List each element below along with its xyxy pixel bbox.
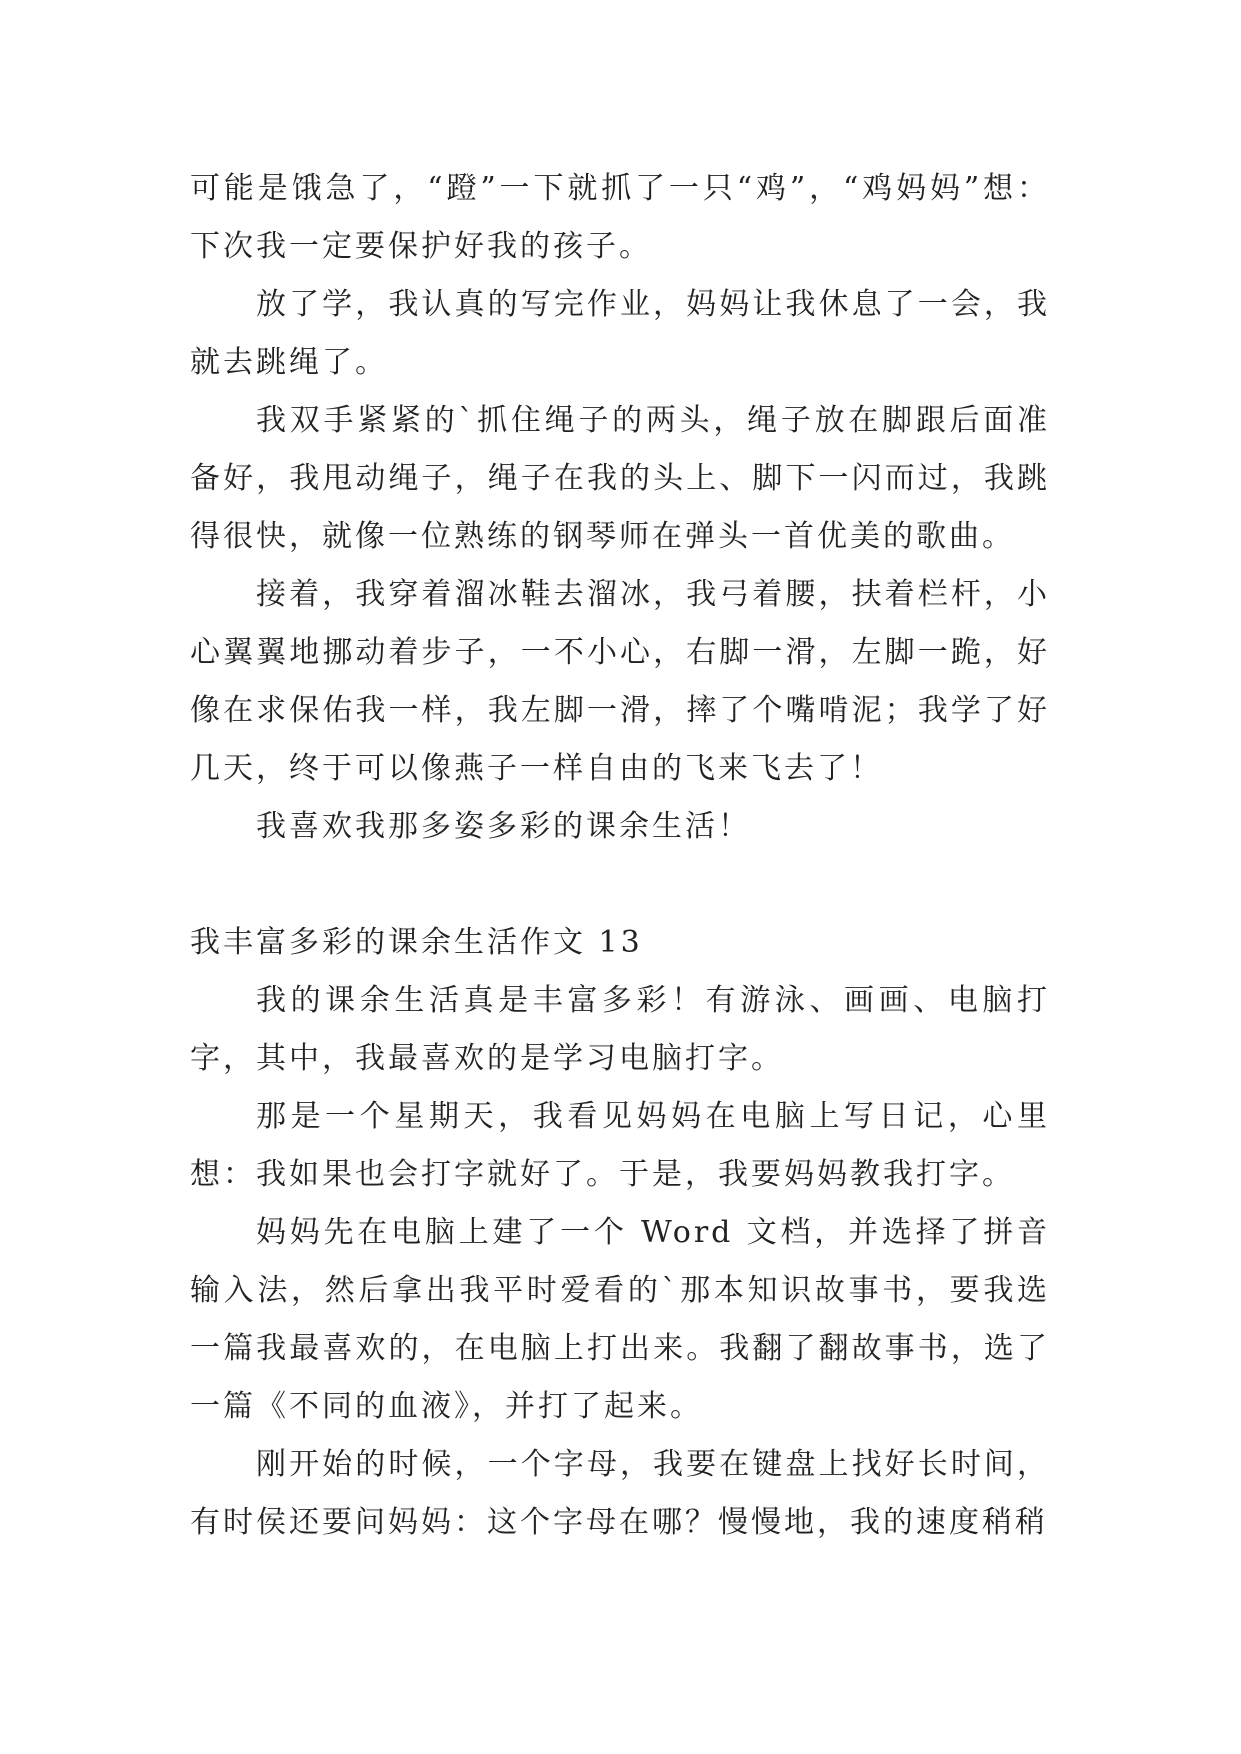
paragraph-9: 刚开始的时候，一个字母，我要在键盘上找好长时间，有时侯还要问妈妈：这个字母在哪？慢慢地，我的速度稍稍 [190,1447,1050,1540]
paragraph-6: 我的课余生活真是丰富多彩！有游泳、画画、电脑打字，其中，我最喜欢的是学习电脑打字。 [190,983,1050,1076]
paragraph-1: 可能是饿急了，“蹬”一下就抓了一只“鸡”，“鸡妈妈”想：下次我一定要保护好我的孩子。 [190,171,1050,264]
paragraph-3: 我双手紧紧的`抓住绳子的两头，绳子放在脚跟后面准备好，我甩动绳子，绳子在我的头上、脚下一闪而过，我跳得很快，就像一位熟练的钢琴师在弹头一首优美的歌曲。 [190,403,1050,554]
paragraph-2: 放了学，我认真的写完作业，妈妈让我休息了一会，我就去跳绳了。 [190,287,1050,380]
paragraph-4: 接着，我穿着溜冰鞋去溜冰，我弓着腰，扶着栏杆，小心翼翼地挪动着步子，一不小心，右脚一滑，左脚一跪，好像在求保佑我一样，我左脚一滑，摔了个嘴啃泥；我学了好几天，终于可以像燕子一样自由的飞来飞去了！ [190,577,1050,786]
section-title: 我丰富多彩的课余生活作文 13 [190,925,643,960]
paragraph-5: 我喜欢我那多姿多彩的课余生活！ [256,809,751,844]
paragraph-7: 那是一个星期天，我看见妈妈在电脑上写日记，心里想：我如果也会打字就好了。于是，我要妈妈教我打字。 [190,1099,1050,1192]
document-body [190,160,1050,1552]
paragraph-8: 妈妈先在电脑上建了一个 Word 文档，并选择了拼音输入法，然后拿出我平时爱看的`那本知识故事书，要我选一篇我最喜欢的，在电脑上打出来。我翻了翻故事书，选了一篇《不同的血液》，并打了起来。 [190,1215,1050,1424]
